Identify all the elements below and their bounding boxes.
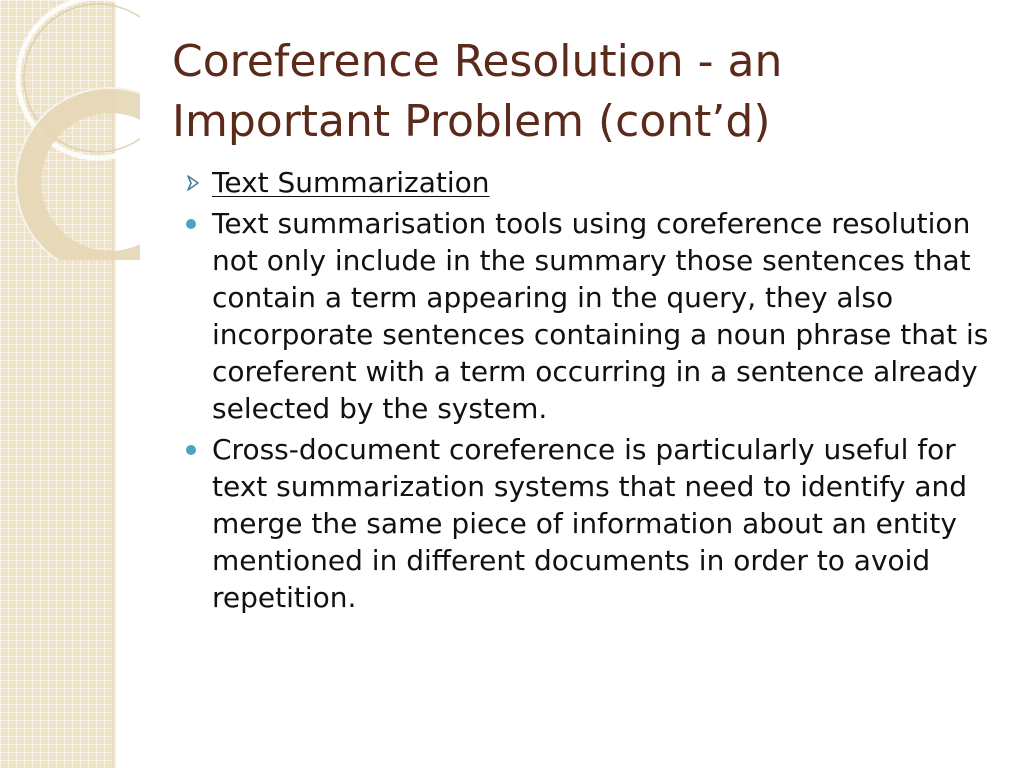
bullet-dot-icon [182, 205, 206, 242]
bullet-dot-icon [182, 431, 206, 468]
list-item-text: Text Summarization [212, 166, 490, 199]
list-item-text: Cross-document coreference is particularly useful for text summarization systems that need to identify and merge the same piece of information about an entity mentioned in different documents in order to avoid repetition. [212, 433, 968, 614]
decorative-rings-icon [0, 0, 140, 260]
list-item [182, 431, 994, 616]
list-item-text: Text summarisation tools using coreference resolution not only include in the summary those sentences that contain a term appearing in the query, they also incorporate sentences containing a noun phrase that is coreferent with a term occurring in a sentence already selected by the system. [212, 207, 989, 425]
arrow-marker-icon [182, 164, 206, 201]
list-item [182, 205, 994, 427]
slide-content [182, 164, 994, 620]
slide-title: Coreference Resolution - an Important Problem (cont’d) [172, 36, 783, 147]
list-item [182, 164, 994, 201]
